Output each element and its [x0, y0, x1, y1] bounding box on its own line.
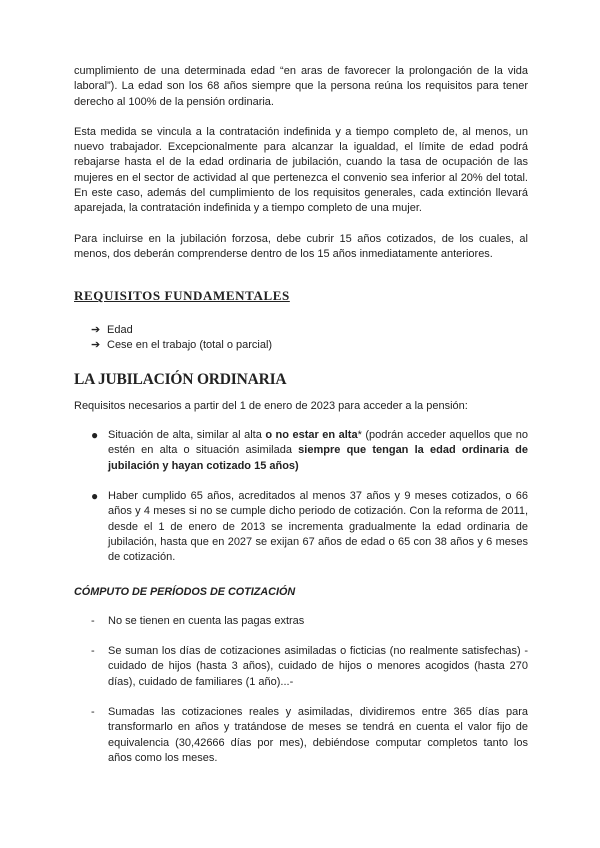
intro-paragraph-2: Esta medida se vincula a la contratación indefinida y a tiempo completo de, al menos, un nuevo trabajador. Excepcionalmente para alcanzar la igualdad, el límite de edad podrá rebajarse hasta el de la edad ordinaria de jubilación, cuando la tasa de ocupación de las mujeres en el sector de actividad al que pertenezca el convenio sea inferior al 20% del total. En este caso, además del cumplimiento de los requisitos generales, cada extinción llevará aparejada, la contratación indefinida y a tiempo completo de una mujer.: [74, 125, 528, 215]
list-item: [91, 323, 528, 339]
arrow-icon: ➔: [91, 339, 101, 352]
requisito-label: Cese en el trabajo (total o parcial): [107, 339, 273, 352]
intro-paragraph-3: Para incluirse en la jubilación forzosa, debe cubrir 15 años cotizados, de los cuales, al menos, dos deberán comprenderse dentro de los 15 años inmediatamente anteriores.: [74, 232, 528, 260]
computo-heading: CÓMPUTO DE PERÍODOS DE COTIZACIÓN: [74, 585, 296, 598]
computo-list: [74, 614, 528, 766]
list-item: [91, 338, 528, 354]
list-item: [91, 705, 528, 766]
arrow-icon: ➔: [91, 323, 101, 336]
computo-item-2: Se suman los días de cotizaciones asimiladas o ficticias (no realmente satisfechas) -cuidado de hijos (hasta 3 años), cuidado de hijos o menores acogidos (hasta 270 días), cuidado de familiares (1 año)...-: [108, 645, 528, 688]
ordinaria-intro: Requisitos necesarios a partir del 1 de enero de 2023 para acceder a la pensión:: [74, 399, 468, 412]
list-item: [91, 489, 528, 565]
ordinaria-item-1: Situación de alta, similar al alta o no estar en alta* (podrán acceder aquellos que no estén en alta o situación asimilada siempre que tengan la edad ordinaria de jubilación y hayan cotizado 15 años): [108, 429, 529, 472]
list-item: [91, 644, 528, 690]
dash-icon: -: [91, 706, 95, 719]
computo-item-3: Sumadas las cotizaciones reales y asimiladas, dividiremos entre 365 días para transformarlo en años y tratándose de meses se tendrá en cuenta el valor fijo de equivalencia (30,42666 días por mes), debiéndose computar completos tanto los años como los meses.: [108, 706, 528, 764]
requisitos-list: [74, 323, 528, 354]
ordinaria-list: [74, 428, 528, 565]
list-item: [91, 614, 528, 629]
bullet-icon: ●: [91, 428, 99, 443]
document-page: [74, 64, 528, 766]
requisito-label: Edad: [107, 323, 133, 336]
bullet-icon: ●: [91, 489, 99, 504]
ordinaria-item-2: Haber cumplido 65 años, acreditados al menos 37 años y 9 meses cotizados, o 66 años y 4 meses si no se cumple dicho periodo de cotización. Con la reforma de 2011, desde el 1 de enero de 2013 se incrementa gradualmente la edad ordinaria de jubilación, hasta que en 2027 se exijan 67 años de edad o 65 con 38 años y 6 meses de cotización.: [108, 490, 528, 564]
computo-item-1: No se tienen en cuenta las pagas extras: [108, 614, 305, 627]
ordinaria-heading: LA JUBILACIÓN ORDINARIA: [74, 370, 287, 388]
list-item: [91, 428, 528, 474]
dash-icon: -: [91, 645, 95, 658]
dash-icon: -: [91, 614, 95, 627]
requisitos-heading: REQUISITOS FUNDAMENTALES: [74, 288, 290, 304]
intro-paragraph-1: cumplimiento de una determinada edad “en aras de favorecer la prolongación de la vida laboral”). La edad son los 68 años siempre que la persona reúna los requisitos para tener derecho al 100% de la pensión ordinaria.: [74, 65, 528, 108]
